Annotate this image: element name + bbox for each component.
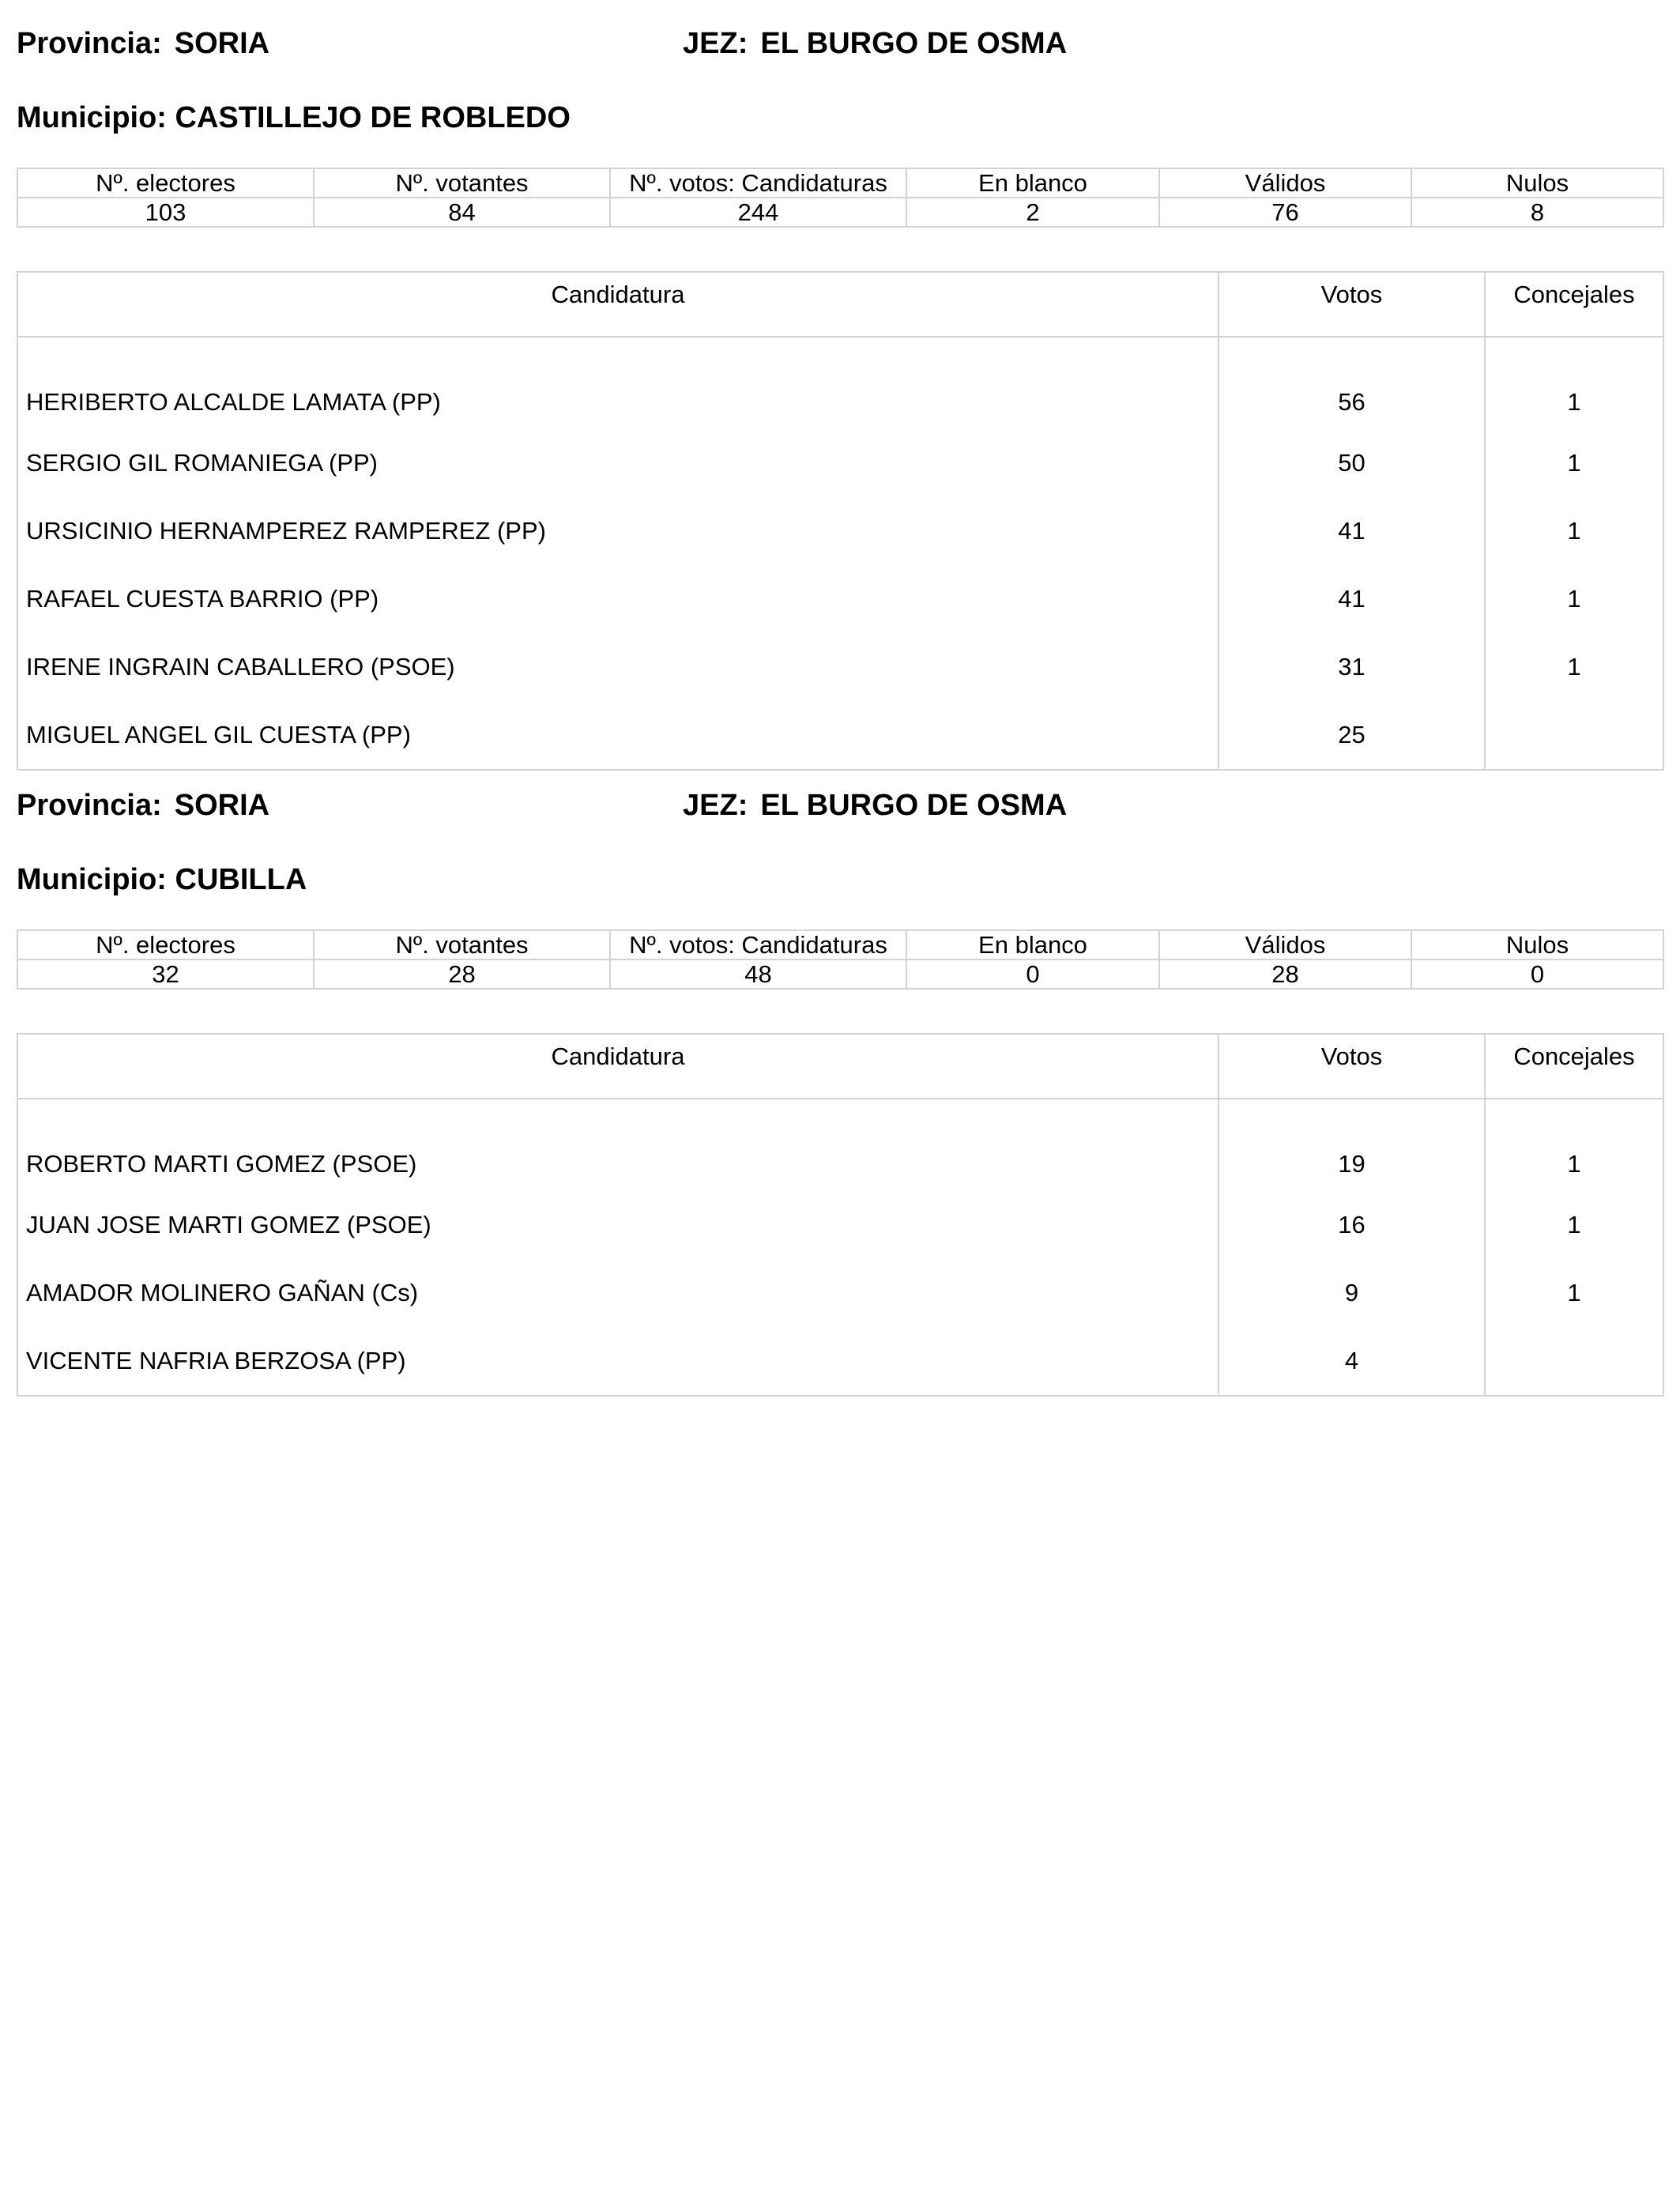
municipio-value: CUBILLA [175,863,307,896]
provincia-label: Provincia: [17,789,162,822]
stats-value-electores: 103 [17,198,314,227]
candidate-votos: 41 [1219,565,1485,633]
stats-header-votantes: Nº. votantes [314,930,610,959]
candidate-concejales: 1 [1485,1099,1663,1191]
candidate-concejales: 1 [1485,429,1663,497]
candidate-row [17,429,1663,497]
provincia-value: SORIA [174,27,270,60]
stats-value-row [17,959,1663,989]
candidate-row [17,565,1663,633]
stats-value-row [17,198,1663,227]
candidate-concejales: 1 [1485,337,1663,429]
candidate-row [17,1191,1663,1259]
municipio-value: CASTILLEJO DE ROBLEDO [175,101,571,134]
stats-header-electores: Nº. electores [17,930,314,959]
concejales-header: Concejales [1485,1034,1663,1099]
provincia-heading [17,27,269,61]
stats-header-validos: Válidos [1159,168,1411,198]
candidate-name: AMADOR MOLINERO GAÑAN (Cs) [17,1259,1219,1327]
municipio-heading [17,863,307,897]
stats-value-validos: 28 [1159,959,1411,989]
candidate-row [17,701,1663,770]
jez-heading [683,27,1067,61]
stats-value-en-blanco: 2 [906,198,1159,227]
jez-label: JEZ: [683,27,748,60]
candidate-row [17,497,1663,565]
stats-value-en-blanco: 0 [906,959,1159,989]
candidatura-header: Candidatura [17,272,1219,337]
candidate-row [17,1327,1663,1396]
candidate-name: VICENTE NAFRIA BERZOSA (PP) [17,1327,1219,1396]
municipio-label: Municipio: [17,863,167,896]
stats-value-votantes: 28 [314,959,610,989]
candidate-name: IRENE INGRAIN CABALLERO (PSOE) [17,633,1219,701]
stats-table [17,929,1664,990]
candidate-votos: 16 [1219,1191,1485,1259]
candidate-row [17,1259,1663,1327]
stats-value-nulos: 8 [1411,198,1663,227]
candidate-concejales: 1 [1485,1259,1663,1327]
candidate-votos: 56 [1219,337,1485,429]
provincia-heading [17,789,269,823]
stats-value-electores: 32 [17,959,314,989]
candidate-votos: 25 [1219,701,1485,770]
stats-table [17,168,1664,228]
stats-header-en-blanco: En blanco [906,168,1159,198]
candidate-name: MIGUEL ANGEL GIL CUESTA (PP) [17,701,1219,770]
provincia-value: SORIA [174,789,270,822]
jez-value: EL BURGO DE OSMA [760,789,1068,822]
candidate-name: RAFAEL CUESTA BARRIO (PP) [17,565,1219,633]
candidate-name: ROBERTO MARTI GOMEZ (PSOE) [17,1099,1219,1191]
candidate-name: HERIBERTO ALCALDE LAMATA (PP) [17,337,1219,429]
candidate-concejales [1485,1327,1663,1396]
candidate-name: JUAN JOSE MARTI GOMEZ (PSOE) [17,1191,1219,1259]
stats-header-votos-candidaturas: Nº. votos: Candidaturas [610,930,906,959]
municipio-heading [17,101,571,135]
jez-value: EL BURGO DE OSMA [760,27,1068,60]
candidate-votos: 31 [1219,633,1485,701]
candidate-votos: 50 [1219,429,1485,497]
candidate-concejales: 1 [1485,497,1663,565]
stats-header-votantes: Nº. votantes [314,168,610,198]
stats-header-electores: Nº. electores [17,168,314,198]
stats-header-row [17,930,1663,959]
candidates-table [17,1033,1664,1397]
candidate-name: URSICINIO HERNAMPEREZ RAMPEREZ (PP) [17,497,1219,565]
provincia-label: Provincia: [17,27,162,60]
candidate-votos: 4 [1219,1327,1485,1396]
stats-value-votantes: 84 [314,198,610,227]
votos-header: Votos [1219,272,1485,337]
candidate-votos: 19 [1219,1099,1485,1191]
candidate-row [17,633,1663,701]
jez-label: JEZ: [683,789,748,822]
concejales-header: Concejales [1485,272,1663,337]
stats-header-nulos: Nulos [1411,930,1663,959]
candidate-concejales: 1 [1485,633,1663,701]
candidate-concejales: 1 [1485,1191,1663,1259]
candidate-concejales [1485,701,1663,770]
municipio-label: Municipio: [17,101,167,134]
stats-header-nulos: Nulos [1411,168,1663,198]
stats-header-votos-candidaturas: Nº. votos: Candidaturas [610,168,906,198]
votos-header: Votos [1219,1034,1485,1099]
jez-heading [683,789,1067,823]
candidate-votos: 41 [1219,497,1485,565]
stats-value-votos-candidaturas: 244 [610,198,906,227]
candidates-header-row [17,1034,1663,1099]
candidate-row [17,337,1663,429]
candidate-concejales: 1 [1485,565,1663,633]
candidates-table [17,271,1664,771]
stats-header-validos: Válidos [1159,930,1411,959]
candidate-row [17,1099,1663,1191]
stats-value-nulos: 0 [1411,959,1663,989]
candidate-name: SERGIO GIL ROMANIEGA (PP) [17,429,1219,497]
stats-value-validos: 76 [1159,198,1411,227]
stats-value-votos-candidaturas: 48 [610,959,906,989]
candidatura-header: Candidatura [17,1034,1219,1099]
candidates-header-row [17,272,1663,337]
stats-header-row [17,168,1663,198]
stats-header-en-blanco: En blanco [906,930,1159,959]
candidate-votos: 9 [1219,1259,1485,1327]
